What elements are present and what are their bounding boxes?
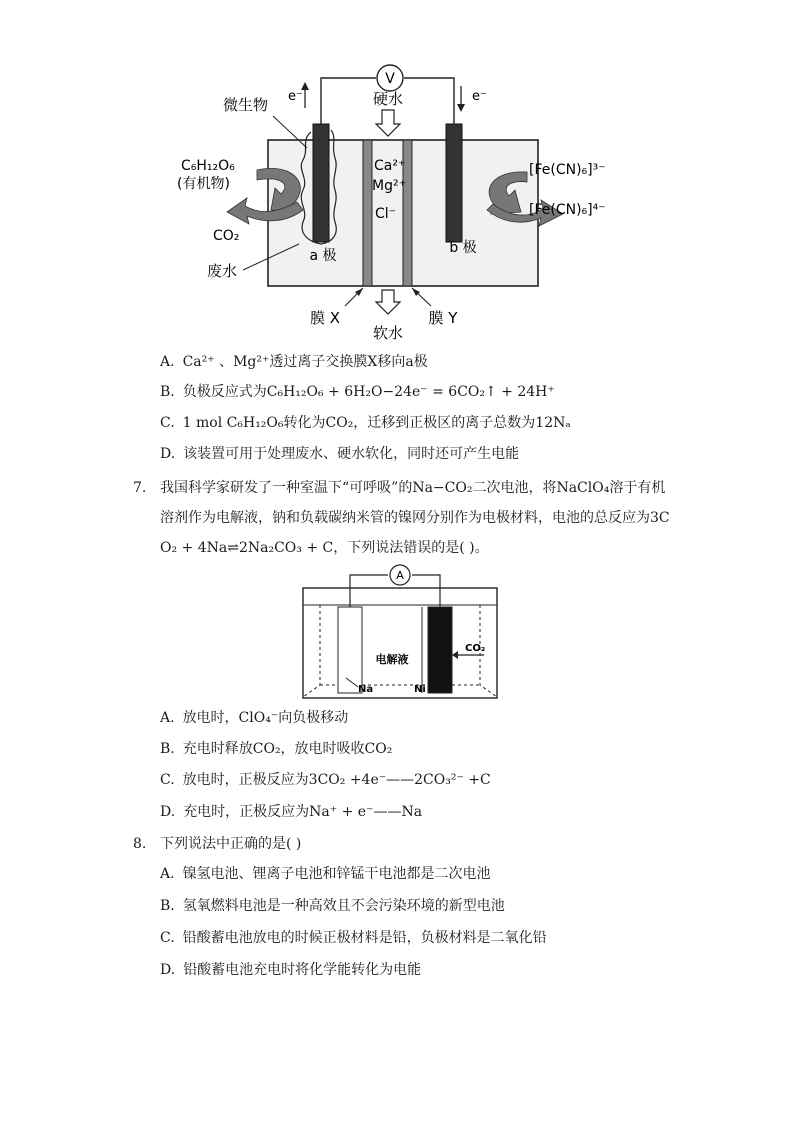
q8-stem: 下列说法中正确的是( ) xyxy=(160,836,302,852)
hollow-arrow-down-icon xyxy=(376,110,400,136)
q8-option-c[interactable] xyxy=(160,928,547,948)
ca-ion-label: Ca²⁺ xyxy=(374,158,406,174)
wire-left xyxy=(321,78,376,124)
fe4-label: [Fe(CN)₆]⁴⁻ xyxy=(529,202,606,218)
cl-ion-label: Cl⁻ xyxy=(375,206,397,222)
fe3-label: [Fe(CN)₆]³⁻ xyxy=(529,162,606,178)
q7-stem-line-2: 溶剂作为电解液，钠和负载碳纳米管的镍网分别作为电极材料，电池的总反应为3C xyxy=(160,510,670,526)
mg-ion-label: Mg²⁺ xyxy=(372,178,406,194)
option-letter: D. xyxy=(160,804,176,820)
option-letter: A. xyxy=(160,354,175,370)
option-text: 铅酸蓄电池充电时将化学能转化为电能 xyxy=(183,962,422,978)
hard-water-label: 硬水 xyxy=(372,90,404,108)
a-electrode-shape xyxy=(313,124,329,242)
q8-number: 8. xyxy=(133,836,147,852)
q6-option-d[interactable] xyxy=(160,444,519,464)
na-co2-cell-diagram xyxy=(300,563,500,703)
na-label: Na xyxy=(358,684,374,695)
option-letter: C. xyxy=(160,772,175,788)
glucose-label: C₆H₁₂O₆ xyxy=(181,158,235,174)
q7-option-b[interactable] xyxy=(160,739,392,759)
q6-option-c[interactable] xyxy=(160,413,571,433)
membrane-x-shape xyxy=(363,140,372,286)
option-text: Ca²⁺ 、Mg²⁺透过离子交换膜X移向a极 xyxy=(182,354,428,370)
q7-option-c[interactable] xyxy=(160,770,491,790)
option-text: 放电时，正极反应为3CO₂ +4e⁻——2CO₃²⁻ +C xyxy=(182,772,491,788)
option-text: 该装置可用于处理废水、硬水软化，同时还可产生电能 xyxy=(183,446,520,462)
option-letter: A. xyxy=(160,710,175,726)
electron-right-label: e⁻ xyxy=(472,89,487,104)
wire-right xyxy=(404,78,454,124)
organic-label: (有机物) xyxy=(177,176,230,192)
co2-label: CO₂ xyxy=(465,643,486,654)
option-letter: B. xyxy=(160,898,175,914)
arrow-down-head-icon xyxy=(457,104,465,112)
option-letter: C. xyxy=(160,415,175,431)
q7-option-a[interactable] xyxy=(160,708,348,728)
option-letter: C. xyxy=(160,930,175,946)
q7-option-d[interactable] xyxy=(160,802,422,822)
q7-stem-line-1: 我国科学家研发了一种室温下“可呼吸”的Na−CO₂二次电池，将NaClO₄溶于有机 xyxy=(160,480,666,496)
co2-label: CO₂ xyxy=(213,228,240,244)
option-text: 充电时释放CO₂，放电时吸收CO₂ xyxy=(182,741,393,757)
option-text: 镍氢电池、锂离子电池和锌锰干电池都是二次电池 xyxy=(182,866,491,882)
option-text: 铅酸蓄电池放电的时候正极材料是铅，负极材料是二氧化铅 xyxy=(182,930,547,946)
voltmeter-label: V xyxy=(385,71,395,87)
q6-option-b[interactable] xyxy=(160,382,555,402)
q8-option-d[interactable] xyxy=(160,960,421,980)
b-electrode-label: b 极 xyxy=(449,240,477,256)
option-text: 放电时，ClO₄⁻向负极移动 xyxy=(182,710,349,726)
soft-water-arrow-icon xyxy=(376,290,400,314)
option-letter: D. xyxy=(160,446,176,462)
a-electrode-label: a 极 xyxy=(309,248,337,264)
microbe-label: 微生物 xyxy=(223,96,269,114)
option-text: 氢氧燃料电池是一种高效且不会污染环境的新型电池 xyxy=(182,898,505,914)
q8-option-b[interactable] xyxy=(160,896,505,916)
option-letter: A. xyxy=(160,866,175,882)
membrane-x-label: 膜 X xyxy=(309,309,341,327)
option-text: 充电时，正极反应为Na⁺ + e⁻——Na xyxy=(183,804,423,820)
option-letter: D. xyxy=(160,962,176,978)
ammeter-label: A xyxy=(396,569,404,582)
q6-option-a[interactable] xyxy=(160,352,428,372)
option-text: 负极反应式为C₆H₁₂O₆ + 6H₂O−24e⁻ = 6CO₂↑ + 24H⁺ xyxy=(182,384,555,400)
electron-left-label: e⁻ xyxy=(288,89,303,104)
fuel-cell-diagram xyxy=(175,58,645,358)
waste-water-label: 废水 xyxy=(207,262,238,280)
na-electrode-shape xyxy=(338,607,362,693)
option-letter: B. xyxy=(160,741,175,757)
soft-water-label: 软水 xyxy=(372,324,404,342)
q8-option-a[interactable] xyxy=(160,864,491,884)
option-text: 1 mol C₆H₁₂O₆转化为CO₂，迁移到正极区的离子总数为12Nₐ xyxy=(182,415,571,431)
membrane-y-label: 膜 Y xyxy=(428,309,458,327)
b-electrode-shape xyxy=(446,124,462,242)
q7-stem-line-3: O₂ + 4Na⇌2Na₂CO₃ + C，下列说法错误的是( )。 xyxy=(160,540,489,556)
ni-label: Ni xyxy=(414,684,426,695)
electrolyte-label: 电解液 xyxy=(375,653,409,666)
q7-number: 7. xyxy=(133,480,147,496)
ni-electrode-shape xyxy=(428,607,452,693)
option-letter: B. xyxy=(160,384,175,400)
